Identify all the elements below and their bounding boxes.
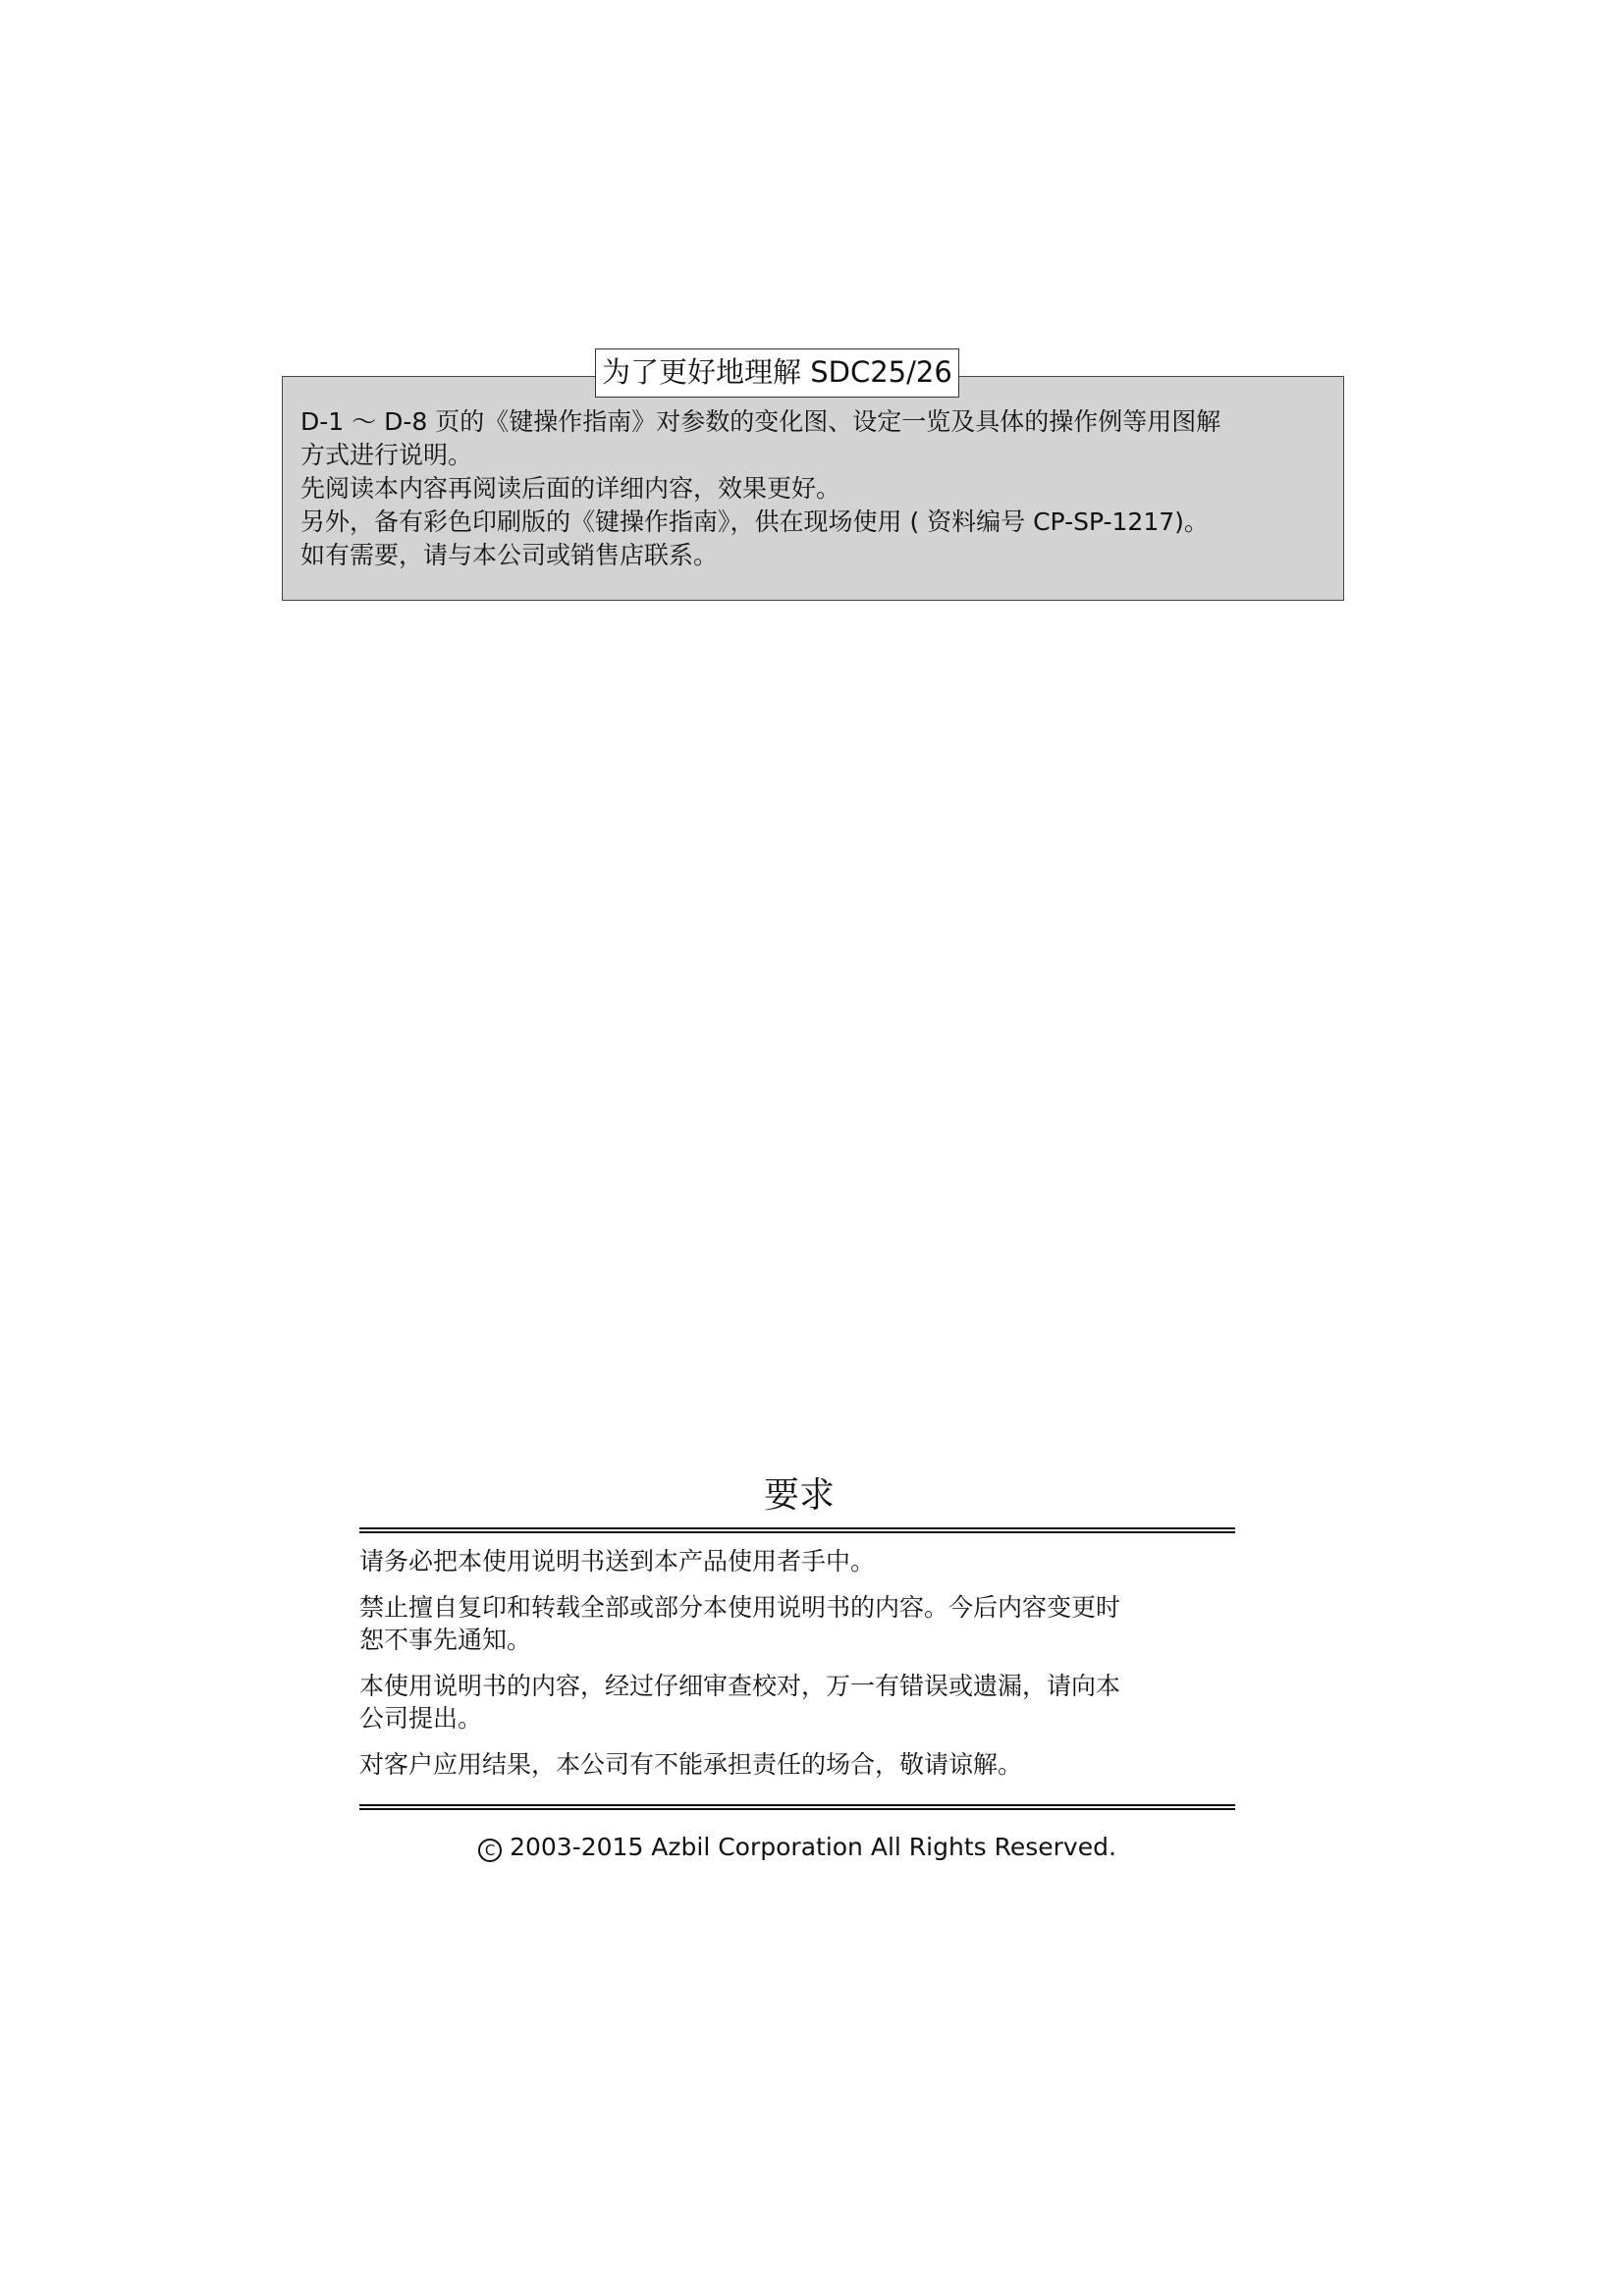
info-line: D-1 ～ D-8 页的《键操作指南》对参数的变化图、设定一览及具体的操作例等用图解 bbox=[300, 407, 1221, 436]
top-double-rule bbox=[359, 1527, 1235, 1533]
requirement-line: 请务必把本使用说明书送到本产品使用者手中。 bbox=[359, 1547, 876, 1575]
info-box-title: 为了更好地理解 SDC25/26 bbox=[595, 348, 959, 398]
requirement-line: 本使用说明书的内容，经过仔细审查校对，万一有错误或遗漏，请向本 bbox=[359, 1672, 1121, 1700]
requirement-item bbox=[359, 1591, 1235, 1656]
copyright-notice bbox=[0, 1831, 1595, 1864]
requirement-line: 禁止擅自复印和转载全部或部分本使用说明书的内容。今后内容变更时 bbox=[359, 1593, 1121, 1622]
bottom-double-rule bbox=[359, 1804, 1235, 1810]
requirement-line: 恕不事先通知。 bbox=[359, 1626, 532, 1654]
requirement-line: 对客户应用结果，本公司有不能承担责任的场合，敬请谅解。 bbox=[359, 1750, 1023, 1779]
requirements-list bbox=[359, 1545, 1235, 1794]
requirement-item bbox=[359, 1545, 1235, 1577]
requirement-item bbox=[359, 1670, 1235, 1735]
requirement-line: 公司提出。 bbox=[359, 1704, 483, 1733]
copyright-text: 2003-2015 Azbil Corporation All Rights Reserved. bbox=[510, 1833, 1116, 1861]
info-line: 方式进行说明。 bbox=[300, 441, 473, 469]
info-line: 先阅读本内容再阅读后面的详细内容，效果更好。 bbox=[300, 474, 841, 503]
copyright-icon: C bbox=[478, 1839, 502, 1862]
info-box-body bbox=[300, 405, 1331, 572]
info-line: 另外，备有彩色印刷版的《键操作指南》，供在现场使用 ( 资料编号 CP-SP-1217)。 bbox=[300, 507, 1209, 536]
requirement-item bbox=[359, 1748, 1235, 1781]
requirements-title: 要求 bbox=[763, 1475, 835, 1516]
info-line: 如有需要，请与本公司或销售店联系。 bbox=[300, 541, 719, 569]
